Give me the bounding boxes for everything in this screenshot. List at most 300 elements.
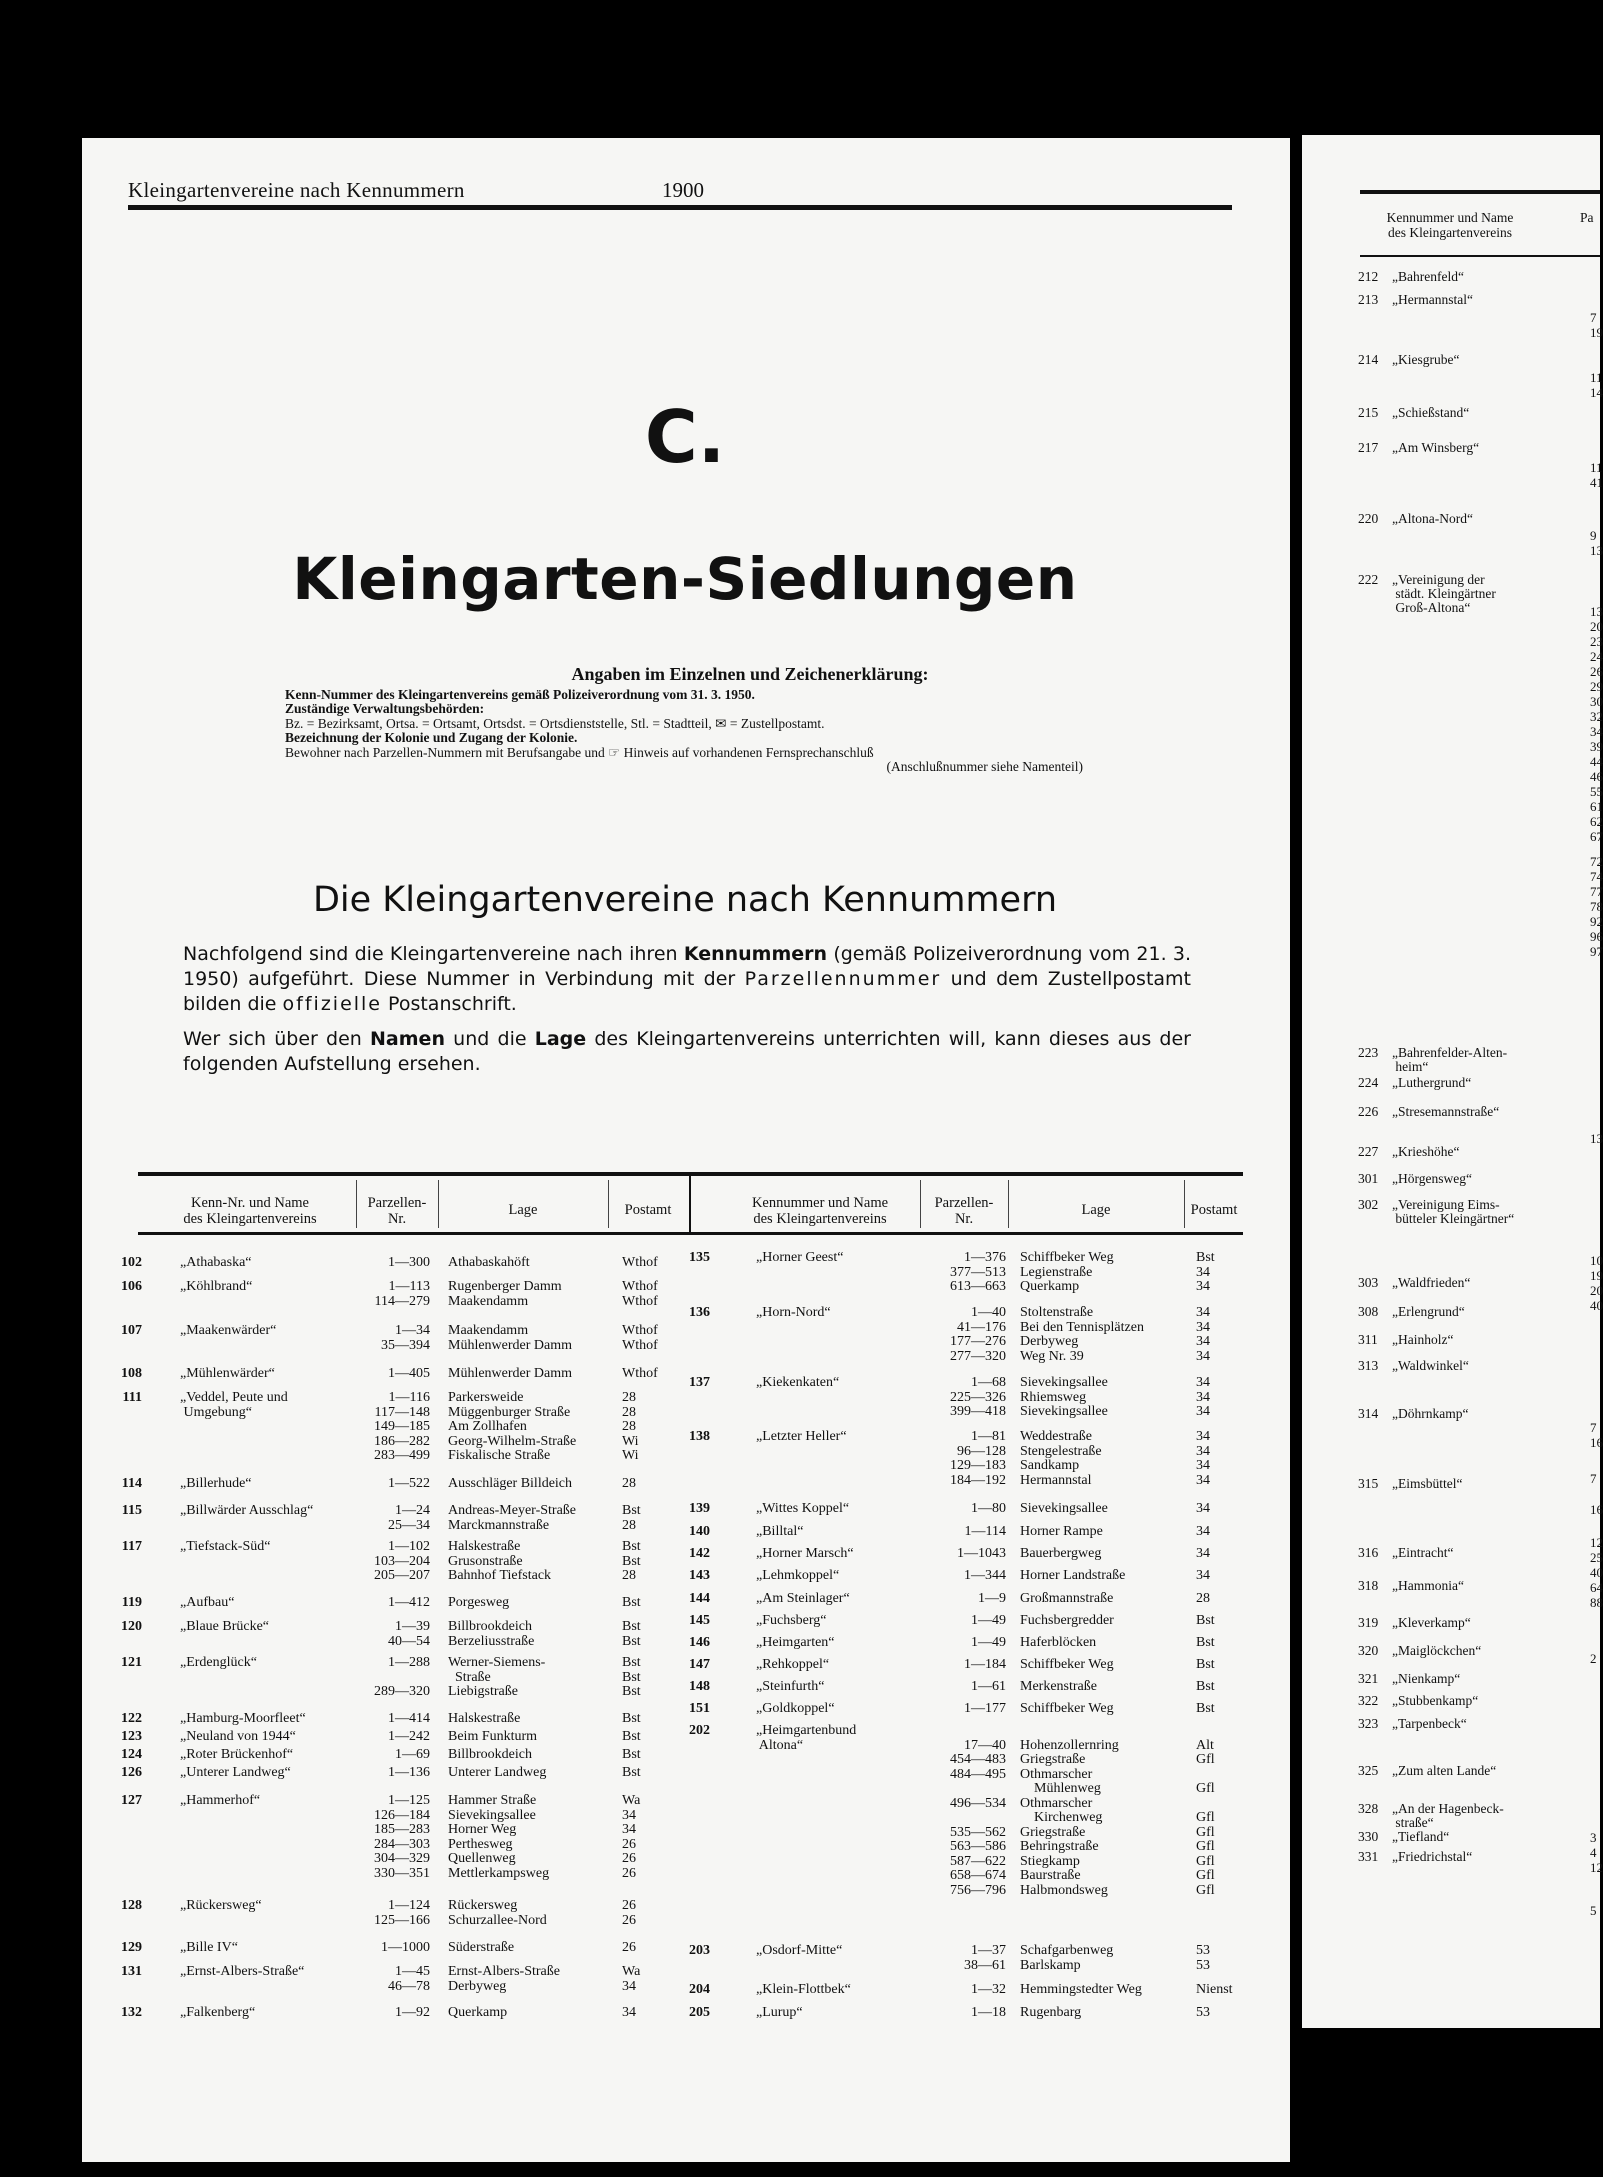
- kenn-number: 316: [1358, 1545, 1379, 1560]
- legend-line: Bz. = Bezirksamt, Ortsa. = Ortsamt, Ortsdst. = Ortsdienststelle, Stl. = Stadtteil, ✉ = Zustellpostamt.: [285, 715, 825, 731]
- th-right-postamt: Postamt: [1190, 1202, 1238, 1218]
- parcel-range: 1—61: [971, 1679, 1006, 1694]
- kenn-number: 117: [121, 1539, 142, 1554]
- kenn-number: 138: [689, 1429, 710, 1444]
- kenn-number: 126: [121, 1765, 142, 1780]
- post-office: Wa 34: [622, 1964, 641, 1994]
- cut-off-number: 25: [1590, 1550, 1603, 1565]
- cut-off-number: 7: [1590, 1420, 1597, 1435]
- cut-off-number: 11: [1590, 460, 1603, 475]
- page-number: 1900: [662, 178, 704, 202]
- location: Merkenstraße: [1020, 1679, 1097, 1694]
- post-office: 28 28 28 Wi Wi: [622, 1390, 639, 1463]
- parcel-range: 1—45 46—78: [388, 1964, 430, 1994]
- location: Rückersweg Schurzallee-Nord: [448, 1898, 547, 1928]
- location: Stoltenstraße Bei den Tennisplätzen Derbyweg Weg Nr. 39: [1020, 1305, 1144, 1364]
- post-office: 34: [1196, 1524, 1210, 1539]
- post-office: 53 53: [1196, 1943, 1210, 1973]
- parcel-range: 1—49: [971, 1613, 1006, 1628]
- kenn-number: 223: [1358, 1045, 1379, 1060]
- parcel-range: 1—125 126—184 185—283 284—303 304—329 330—351: [374, 1793, 430, 1881]
- kenn-number: 148: [689, 1679, 710, 1694]
- location: Sievekingsallee Rhiemsweg Sievekingsallee: [1020, 1375, 1108, 1419]
- post-office: Bst: [622, 1729, 641, 1744]
- club-name: „Aufbau“: [180, 1595, 235, 1610]
- location: Parkersweide Müggenburger Straße Am Zollhafen Georg-Wilhelm-Straße Fiskalische Straße: [448, 1390, 577, 1463]
- cut-off-number: 13: [1590, 1131, 1603, 1146]
- club-name: „Eintracht“: [1392, 1545, 1454, 1560]
- kenn-number: 106: [121, 1279, 142, 1294]
- club-name: „Krieshöhe“: [1392, 1144, 1460, 1159]
- th-left-postamt: Postamt: [624, 1202, 672, 1218]
- club-name: „Friedrichstal“: [1392, 1849, 1473, 1864]
- th-right-name: Kennummer und Name des Kleingartenvereins: [751, 1195, 889, 1227]
- post-office: Bst Bst: [622, 1619, 641, 1649]
- kenn-number: 114: [121, 1476, 142, 1491]
- cut-off-number: 30: [1590, 694, 1603, 709]
- cut-off-number: 11: [1590, 370, 1603, 385]
- post-office: 34: [1196, 1501, 1210, 1516]
- parcel-range: 1—37 38—61: [964, 1943, 1006, 1973]
- parcel-range: 1—113 114—279: [374, 1279, 430, 1309]
- kenn-number: 226: [1358, 1104, 1379, 1119]
- club-name: „Veddel, Peute und Umgebung“: [180, 1390, 288, 1420]
- kenn-number: 325: [1358, 1763, 1379, 1778]
- kenn-number: 136: [689, 1305, 710, 1320]
- club-name: „Ernst-Albers-Straße“: [180, 1964, 305, 1979]
- club-name: „Wittes Koppel“: [756, 1501, 850, 1516]
- kenn-number: 303: [1358, 1275, 1379, 1290]
- club-name: „Maakenwärder“: [180, 1323, 277, 1338]
- th-left-parzellen: Parzellen- Nr.: [367, 1195, 427, 1227]
- club-name: „Vereinigung der städt. Kleingärtner Groß-Altona“: [1392, 572, 1496, 615]
- club-name: „Erdenglück“: [180, 1655, 257, 1670]
- kenn-number: 328: [1358, 1801, 1379, 1816]
- club-name: „Schießstand“: [1392, 405, 1470, 420]
- club-name: „Horner Geest“: [756, 1250, 844, 1265]
- post-office: Bst 28: [622, 1503, 641, 1533]
- parcel-range: 1—300: [388, 1255, 430, 1270]
- kenn-number: 308: [1358, 1304, 1379, 1319]
- cut-off-number: 7: [1590, 310, 1597, 325]
- club-name: „Vereinigung Eims- bütteler Kleingärtner“: [1392, 1197, 1515, 1226]
- right-page-rule: [1360, 190, 1600, 194]
- post-office: Wthof: [622, 1255, 658, 1270]
- right-page-header-rule: [1360, 255, 1600, 257]
- club-name: „Bille IV“: [180, 1940, 238, 1955]
- kenn-number: 322: [1358, 1693, 1379, 1708]
- parcel-range: 1—136: [388, 1765, 430, 1780]
- th-right-parzellen: Parzellen- Nr.: [934, 1195, 994, 1227]
- intro-paragraph-2: Wer sich über den Namen und die Lage des Kleingartenvereins unterrichten will, kann dieses aus der folgenden Aufstellung ersehen.: [183, 1028, 1191, 1075]
- section-title: Die Kleingartenvereine nach Kennummern: [312, 880, 1058, 920]
- club-name: „Hamburg-Moorfleet“: [180, 1711, 306, 1726]
- location: Mühlenwerder Damm: [448, 1366, 573, 1381]
- legend: [285, 664, 1085, 775]
- kenn-number: 318: [1358, 1578, 1379, 1593]
- cut-off-number: 61: [1590, 799, 1603, 814]
- club-name: „Hammerhof“: [180, 1793, 261, 1808]
- club-name: „Tiefstack-Süd“: [180, 1539, 271, 1554]
- location: Haferblöcken: [1020, 1635, 1097, 1650]
- club-name: „Bahrenfelder-Alten- heim“: [1392, 1045, 1508, 1074]
- post-office: 34: [1196, 1568, 1210, 1583]
- parcel-range: 1—114: [964, 1524, 1006, 1539]
- club-name: „Mühlenwärder“: [180, 1366, 275, 1381]
- club-name: „Letzter Heller“: [756, 1429, 847, 1444]
- parcel-range: 1—40 41—176 177—276 277—320: [950, 1305, 1006, 1364]
- kenn-number: 147: [689, 1657, 710, 1672]
- parcel-range: 1—414: [388, 1711, 430, 1726]
- location: Weddestraße Stengelestraße Sandkamp Hermannstal: [1020, 1429, 1102, 1488]
- cut-off-number: 12: [1590, 1535, 1603, 1550]
- club-name: „Lurup“: [756, 2005, 803, 2020]
- kenn-number: 144: [689, 1591, 710, 1606]
- location: Andreas-Meyer-Straße Marckmannstraße: [448, 1503, 576, 1533]
- cut-off-number: 29: [1590, 679, 1603, 694]
- intro-text: [183, 942, 1191, 1087]
- kenn-number: 321: [1358, 1671, 1379, 1686]
- cut-off-number: 3: [1590, 1830, 1597, 1845]
- post-office: 26: [622, 1940, 636, 1955]
- location: Billbrookdeich: [448, 1747, 532, 1762]
- parcel-range: 1—18: [971, 2005, 1006, 2020]
- cut-off-number: 72: [1590, 854, 1603, 869]
- parcel-range: 1—69: [395, 1747, 430, 1762]
- cut-off-number: 2: [1590, 1651, 1597, 1666]
- cut-off-number: 5: [1590, 1903, 1597, 1918]
- club-name: „Falkenberg“: [180, 2005, 256, 2020]
- location: Schiffbeker Weg: [1020, 1657, 1114, 1672]
- header-title: Kleingartenvereine nach Kennummern: [128, 178, 465, 202]
- kenn-number: 131: [121, 1964, 142, 1979]
- location: Fuchsbergredder: [1020, 1613, 1114, 1628]
- post-office: Wthof Wthof: [622, 1323, 658, 1353]
- kenn-number: 214: [1358, 352, 1379, 367]
- kenn-number: 135: [689, 1250, 710, 1265]
- club-name: „Köhlbrand“: [180, 1279, 253, 1294]
- kenn-number: 142: [689, 1546, 710, 1561]
- club-name: „Rückersweg“: [180, 1898, 262, 1913]
- parcel-range: 17—40 454—483 484—495 496—534 535—562 563—586 587—622 658—674 756—796: [950, 1737, 1006, 1898]
- club-name: „Billtal“: [756, 1524, 804, 1539]
- parcel-range: 1—184: [964, 1657, 1006, 1672]
- club-name: „Am Winsberg“: [1392, 440, 1480, 455]
- location: Rugenbarg: [1020, 2005, 1082, 2020]
- cut-off-number: 10: [1590, 1253, 1603, 1268]
- kenn-number: 128: [121, 1898, 142, 1913]
- kenn-number: 205: [689, 2005, 710, 2020]
- cut-off-number: 88: [1590, 1595, 1603, 1610]
- club-name: „Steinfurth“: [756, 1679, 825, 1694]
- kenn-number: 217: [1358, 440, 1379, 455]
- parcel-range: 1—1043: [957, 1546, 1006, 1561]
- parcel-range: 1—288 289—320: [374, 1655, 430, 1699]
- cut-off-number: 39: [1590, 739, 1603, 754]
- post-office: Bst Bst 28: [622, 1539, 641, 1583]
- kenn-number: 331: [1358, 1849, 1379, 1864]
- table-middle-divider: [689, 1176, 691, 1232]
- club-name: „Hainholz“: [1392, 1332, 1454, 1347]
- post-office: Nienst: [1196, 1982, 1233, 1997]
- kenn-number: 202: [689, 1723, 710, 1738]
- header-rule: [128, 205, 1232, 210]
- location: Süderstraße: [448, 1940, 515, 1955]
- parcel-range: 1—1000: [381, 1940, 430, 1955]
- kenn-number: 102: [121, 1255, 142, 1270]
- post-office: Bst: [1196, 1613, 1215, 1628]
- club-name: „Goldkoppel“: [756, 1701, 835, 1716]
- club-name: „Am Steinlager“: [756, 1591, 850, 1606]
- parcel-range: 1—39 40—54: [388, 1619, 430, 1649]
- kenn-number: 301: [1358, 1171, 1379, 1186]
- kenn-number: 121: [121, 1655, 142, 1670]
- cut-off-number: 96: [1590, 929, 1603, 944]
- cut-off-number: 46: [1590, 769, 1603, 784]
- kenn-number: 311: [1358, 1332, 1378, 1347]
- cut-off-number: 77: [1590, 884, 1603, 899]
- parcel-range: 1—34 35—394: [381, 1323, 430, 1353]
- kenn-number: 107: [121, 1323, 142, 1338]
- cut-off-number: 13: [1590, 543, 1603, 558]
- kenn-number: 222: [1358, 572, 1379, 587]
- parcel-range: 1—9: [978, 1591, 1006, 1606]
- kenn-number: 213: [1358, 292, 1379, 307]
- kenn-number: 140: [689, 1524, 710, 1539]
- parcel-range: 1—80: [971, 1501, 1006, 1516]
- running-header: [128, 176, 1232, 206]
- club-name: „Roter Brückenhof“: [180, 1747, 294, 1762]
- kenn-number: 204: [689, 1982, 710, 1997]
- cut-off-number: 24: [1590, 649, 1603, 664]
- club-name: „Billwärder Ausschlag“: [180, 1503, 314, 1518]
- intro-paragraph-1: Nachfolgend sind die Kleingartenvereine nach ihren Kennummern (gemäß Polizeiverordnung vom 21. 3. 1950) aufgeführt. Diese Nummer in Verbindung mit der Parzellennummer und dem Zustellpostamt bilden die offizielle Postanschrift.: [183, 943, 1192, 1015]
- kenn-number: 143: [689, 1568, 710, 1583]
- cut-off-number: 16: [1590, 1502, 1603, 1517]
- post-office: Bst: [1196, 1679, 1215, 1694]
- club-name: „Tiefland“: [1392, 1829, 1450, 1844]
- cut-off-number: 64: [1590, 1580, 1603, 1595]
- right-page: [1302, 135, 1603, 2028]
- location: Unterer Landweg: [448, 1765, 547, 1780]
- post-office: Bst: [1196, 1701, 1215, 1716]
- location: Hohenzollernring Griegstraße Othmarscher Mühlenweg Othmarscher Kirchenweg Griegstraße Behringstraße Stiegkamp Baurstraße Halbmondsweg: [1020, 1737, 1119, 1898]
- kenn-number: 132: [121, 2005, 142, 2020]
- club-name: „Blaue Brücke“: [180, 1619, 270, 1634]
- legend-line: Bewohner nach Parzellen-Nummern mit Berufsangabe und ☞ Hinweis auf vorhandenen Fernsprechanschluß: [285, 744, 874, 760]
- legend-line: Bezeichnung der Kolonie und Zugang der Kolonie.: [285, 730, 578, 745]
- kenn-number: 212: [1358, 269, 1379, 284]
- post-office: Bst: [622, 1765, 641, 1780]
- parcel-range: 1—522: [388, 1476, 430, 1491]
- kenn-number: 227: [1358, 1144, 1379, 1159]
- club-name: „Rehkoppel“: [756, 1657, 830, 1672]
- club-name: „Stubbenkamp“: [1392, 1693, 1479, 1708]
- cut-off-number: 14: [1590, 385, 1603, 400]
- parcel-range: 1—49: [971, 1635, 1006, 1650]
- post-office: 34 34 34 34: [1196, 1305, 1210, 1364]
- location: Beim Funkturm: [448, 1729, 538, 1744]
- parcel-range: 1—68 225—326 399—418: [950, 1375, 1006, 1419]
- legend-note: (Anschlußnummer siehe Namenteil): [886, 759, 1083, 774]
- parcel-range: 1—412: [388, 1595, 430, 1610]
- club-name: „Döhrnkamp“: [1392, 1406, 1469, 1421]
- post-office: Bst 34 34: [1196, 1250, 1215, 1294]
- cut-off-number: 9: [1590, 528, 1597, 543]
- club-name: „Altona-Nord“: [1392, 511, 1473, 526]
- cut-off-number: 19: [1590, 1268, 1603, 1283]
- th-left-lage: Lage: [508, 1202, 538, 1218]
- kenn-number: 127: [121, 1793, 142, 1808]
- kenn-number: 314: [1358, 1406, 1379, 1421]
- cut-off-number: 92: [1590, 914, 1603, 929]
- club-name: „Hermannstal“: [1392, 292, 1473, 307]
- location: Schiffbeker Weg: [1020, 1701, 1114, 1716]
- location: Horner Rampe: [1020, 1524, 1103, 1539]
- legend-heading: Angaben im Einzelnen und Zeichenerklärung:: [571, 664, 929, 684]
- location: Porgesweg: [448, 1595, 510, 1610]
- location: Schiffbeker Weg Legienstraße Querkamp: [1020, 1250, 1114, 1294]
- cut-off-number: 13: [1590, 604, 1603, 619]
- parcel-range: 1—102 103—204 205—207: [374, 1539, 430, 1583]
- location: Athabaskahöft: [448, 1255, 530, 1270]
- cut-off-number: 34: [1590, 724, 1603, 739]
- club-name: „Kiesgrube“: [1392, 352, 1460, 367]
- post-office: Bst: [622, 1747, 641, 1762]
- cut-off-number: 12: [1590, 1860, 1603, 1875]
- cut-off-number: 40: [1590, 1298, 1603, 1313]
- club-name: „Horner Marsch“: [756, 1546, 854, 1561]
- location: Ernst-Albers-Straße Derbyweg: [448, 1964, 560, 1994]
- club-name: „Bahrenfeld“: [1392, 269, 1464, 284]
- club-name: „Waldwinkel“: [1392, 1358, 1469, 1373]
- post-office: Wthof Wthof: [622, 1279, 658, 1309]
- club-name: „Lehmkoppel“: [756, 1568, 840, 1583]
- main-title: Kleingarten-Siedlungen: [292, 545, 1078, 613]
- cut-off-number: 32: [1590, 709, 1603, 724]
- post-office: Wa 34 34 26 26 26: [622, 1793, 641, 1881]
- post-office: 34 34 34 34: [1196, 1429, 1210, 1488]
- parcel-range: 1—344: [964, 1568, 1006, 1583]
- post-office: Bst: [622, 1595, 641, 1610]
- location: Rugenberger Damm Maakendamm: [448, 1279, 562, 1309]
- club-name: „Heimgarten“: [756, 1635, 835, 1650]
- kenn-number: 323: [1358, 1716, 1379, 1731]
- location: Werner-Siemens- Straße Liebigstraße: [448, 1655, 546, 1699]
- legend-line: Zuständige Verwaltungsbehörden:: [285, 701, 485, 716]
- kenn-number: 203: [689, 1943, 710, 1958]
- parcel-range: 1—116 117—148 149—185 186—282 283—499: [374, 1390, 430, 1463]
- club-name: „Athabaska“: [180, 1255, 252, 1270]
- post-office: 34: [1196, 1546, 1210, 1561]
- table-header-rule: [138, 1232, 1243, 1235]
- kenn-number: 120: [121, 1619, 142, 1634]
- post-office: Bst: [1196, 1635, 1215, 1650]
- cut-off-number: 20: [1590, 1283, 1603, 1298]
- cut-off-number: 41: [1590, 475, 1603, 490]
- legend-line: Kenn-Nummer des Kleingartenvereins gemäß Polizeiverordnung vom 31. 3. 1950.: [285, 686, 755, 702]
- club-name: „Zum alten Lande“: [1392, 1763, 1497, 1778]
- location: Halskestraße Grusonstraße Bahnhof Tiefstack: [448, 1539, 552, 1583]
- club-name: „Hammonia“: [1392, 1578, 1464, 1593]
- parcel-range: 1—177: [964, 1701, 1006, 1716]
- location: Hammer Straße Sievekingsallee Horner Weg Perthesweg Quellenweg Mettlerkampsweg: [448, 1793, 550, 1881]
- kenn-number: 145: [689, 1613, 710, 1628]
- kenn-number: 122: [121, 1711, 142, 1726]
- th-left-name: Kenn-Nr. und Name des Kleingartenvereins: [183, 1195, 317, 1227]
- kenn-number: 139: [689, 1501, 710, 1516]
- club-name: „Billerhude“: [180, 1476, 252, 1491]
- kenn-number: 115: [121, 1503, 142, 1518]
- location: Billbrookdeich Berzeliusstraße: [448, 1619, 535, 1649]
- post-office: Bst: [622, 1711, 641, 1726]
- club-name: „Eimsbüttel“: [1392, 1476, 1463, 1491]
- kenn-number: 129: [121, 1940, 142, 1955]
- cut-off-number: 16: [1590, 1435, 1603, 1450]
- cut-off-number: 7: [1590, 1471, 1597, 1486]
- post-office: Bst Bst Bst: [622, 1655, 641, 1699]
- location: Schafgarbenweg Barlskamp: [1020, 1943, 1114, 1973]
- club-name: „Nienkamp“: [1392, 1671, 1461, 1686]
- kenn-number: 224: [1358, 1075, 1379, 1090]
- kenn-number: 319: [1358, 1615, 1379, 1630]
- cut-off-number: 40: [1590, 1565, 1603, 1580]
- cut-off-number: 67: [1590, 829, 1603, 844]
- kenn-number: 123: [121, 1729, 142, 1744]
- club-name: „Stresemannstraße“: [1392, 1104, 1500, 1119]
- post-office: Wthof: [622, 1366, 658, 1381]
- location: Maakendamm Mühlenwerder Damm: [448, 1323, 573, 1353]
- right-page-header-cut: Pa: [1580, 210, 1594, 225]
- kenn-number: 137: [689, 1375, 710, 1390]
- kenn-number: 215: [1358, 405, 1379, 420]
- post-office: Alt Gfl Gfl Gfl Gfl Gfl Gfl Gfl Gfl: [1196, 1737, 1215, 1898]
- cut-off-number: 62: [1590, 814, 1603, 829]
- kenn-number: 119: [121, 1595, 142, 1610]
- kenn-number: 330: [1358, 1829, 1379, 1844]
- kenn-number: 315: [1358, 1476, 1379, 1491]
- cut-off-number: 74: [1590, 869, 1603, 884]
- club-name: „Luthergrund“: [1392, 1075, 1472, 1090]
- kenn-number: 320: [1358, 1643, 1379, 1658]
- kenn-number: 151: [689, 1701, 710, 1716]
- kenn-number: 146: [689, 1635, 710, 1650]
- cut-off-number: 4: [1590, 1845, 1597, 1860]
- post-office: 34: [622, 2005, 636, 2020]
- kenn-number: 108: [121, 1366, 142, 1381]
- location: Großmannstraße: [1020, 1591, 1114, 1606]
- right-page-header: Kennummer und Name des Kleingartenvereins: [1386, 210, 1514, 240]
- cut-off-number: 44: [1590, 754, 1603, 769]
- location: Querkamp: [448, 2005, 508, 2020]
- kenn-number: 220: [1358, 511, 1379, 526]
- club-name: „Unterer Landweg“: [180, 1765, 291, 1780]
- post-office: 28: [1196, 1591, 1210, 1606]
- cut-off-number: 97: [1590, 944, 1603, 959]
- post-office: Bst: [1196, 1657, 1215, 1672]
- post-office: 53: [1196, 2005, 1210, 2020]
- location: Hemmingstedter Weg: [1020, 1982, 1142, 1997]
- th-right-lage: Lage: [1081, 1202, 1111, 1218]
- cut-off-number: 20: [1590, 619, 1603, 634]
- section-letter: C.: [644, 395, 726, 479]
- parcel-range: 1—405: [388, 1366, 430, 1381]
- club-name: „Horn-Nord“: [756, 1305, 831, 1320]
- cut-off-number: 23: [1590, 634, 1603, 649]
- club-name: „Klein-Flottbek“: [756, 1982, 851, 1997]
- parcel-range: 1—32: [971, 1982, 1006, 1997]
- post-office: 34 34 34: [1196, 1375, 1210, 1419]
